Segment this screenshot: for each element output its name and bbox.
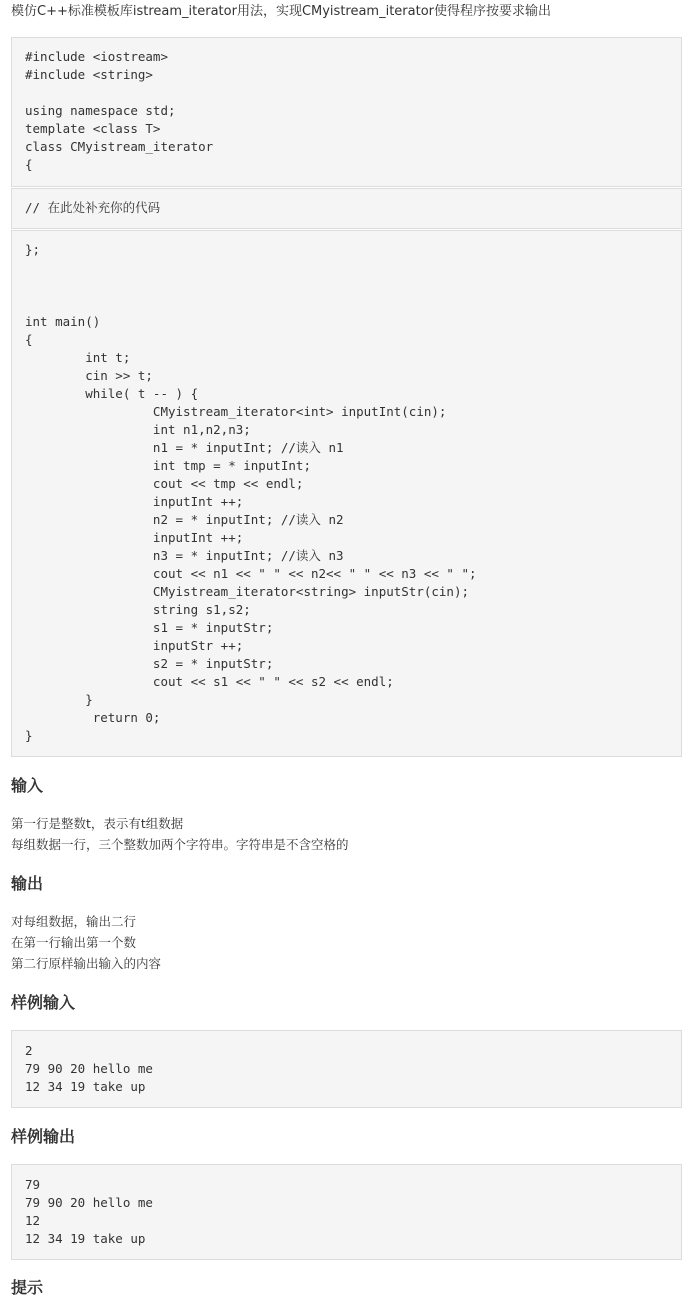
sample-output-block <box>11 1164 682 1260</box>
sample-output-heading: 样例输出 <box>11 1127 76 1146</box>
input-description <box>11 813 349 855</box>
problem-title: 模仿C++标准模板库istream_iterator用法，实现CMyistream_iterator使得程序按要求输出 <box>11 4 552 19</box>
code-text-placeholder: // 在此处补充你的代码 <box>25 200 161 215</box>
output-line: 第二行原样输出输入的内容 <box>11 956 162 971</box>
output-line: 在第一行输出第一个数 <box>11 935 137 950</box>
hint-heading: 提示 <box>11 1278 44 1297</box>
input-line: 每组数据一行，三个整数加两个字符串。字符串是不含空格的 <box>11 837 349 852</box>
code-text-header: #include <iostream> #include <string> using namespace std; template <class T> class CMyistream_iterator { <box>25 49 214 172</box>
output-heading: 输出 <box>11 874 44 893</box>
sample-input-block <box>11 1030 682 1108</box>
code-block-header <box>11 37 682 187</box>
input-heading: 输入 <box>11 776 44 795</box>
sample-input-text: 2 79 90 20 hello me 12 34 19 take up <box>25 1043 153 1094</box>
code-text-main: }; int main() { int t; cin >> t; while( t -- ) { CMyistream_iterator<int> inputInt(cin); int n1,n2,n3; n1 = * inputInt; //读入 n1 int tmp = * inputInt; cout << tmp << endl; inputInt ++; n2 = * inputInt; //读入 n2 inputInt ++; n3 = * inputInt; //读入 n3 cout << n1 << " " << n2<< " " << n3 << " "; CMyistream_iterator<string> inputStr(cin); string s1,s2; s1 = * inputStr; inputStr ++; s2 = * inputStr; cout << s1 << " " << s2 << endl; } return 0; } <box>25 242 477 743</box>
sample-input-heading: 样例输入 <box>11 993 76 1012</box>
code-block-placeholder <box>11 188 682 229</box>
sample-output-text: 79 79 90 20 hello me 12 12 34 19 take up <box>25 1177 153 1246</box>
code-block-main <box>11 230 682 757</box>
input-line: 第一行是整数t，表示有t组数据 <box>11 816 184 831</box>
output-line: 对每组数据，输出二行 <box>11 914 137 929</box>
output-description <box>11 911 161 974</box>
